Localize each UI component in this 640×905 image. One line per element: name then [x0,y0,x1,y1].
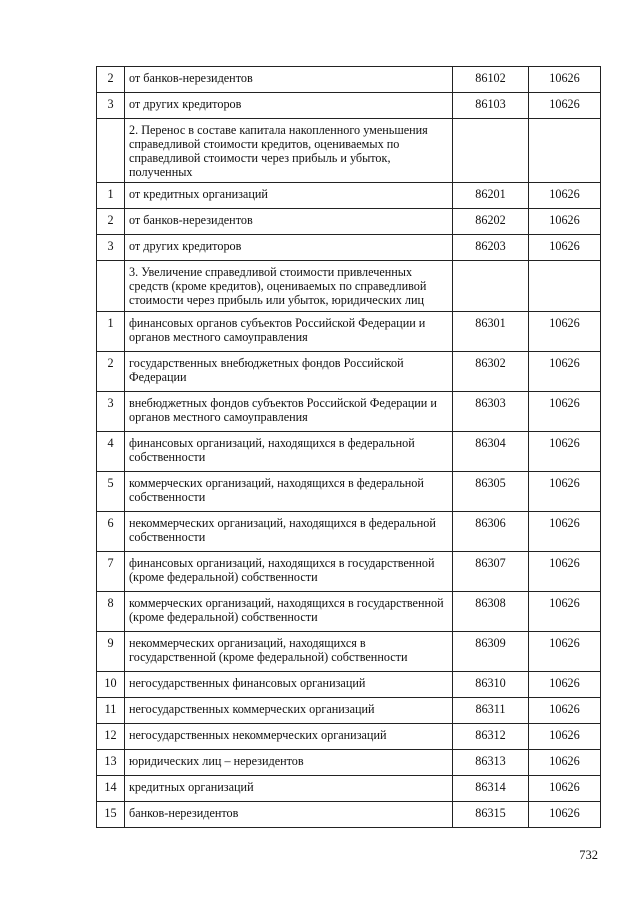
row-account-code: 86202 [453,209,529,235]
table-row [97,776,601,802]
row-number: 11 [97,698,125,724]
row-name: некоммерческих организаций, находящихся в государственной (кроме федеральной) собственности [125,632,453,672]
row-name: коммерческих организаций, находящихся в федеральной собственности [125,472,453,512]
table-row [97,592,601,632]
table-row [97,67,601,93]
row-account-code: 86307 [453,552,529,592]
row-symbol-code: 10626 [529,432,601,472]
row-account-code [453,119,529,183]
accounts-table [96,66,601,828]
table-row [97,209,601,235]
row-account-code: 86314 [453,776,529,802]
row-symbol-code: 10626 [529,67,601,93]
row-number: 4 [97,432,125,472]
row-account-code: 86103 [453,93,529,119]
table-row [97,93,601,119]
row-name: негосударственных финансовых организаций [125,672,453,698]
row-account-code: 86315 [453,802,529,828]
row-symbol-code: 10626 [529,776,601,802]
table-row [97,698,601,724]
row-account-code: 86310 [453,672,529,698]
row-symbol-code: 10626 [529,209,601,235]
row-number: 7 [97,552,125,592]
table-row [97,312,601,352]
row-number: 2 [97,209,125,235]
section-title: 2. Перенос в составе капитала накопленного уменьшения справедливой стоимости кредитов, оцениваемых по справедливой стоимости через прибыль и убыток, полученных [125,119,453,183]
row-symbol-code: 10626 [529,93,601,119]
row-number: 15 [97,802,125,828]
row-account-code: 86303 [453,392,529,432]
row-name: банков-нерезидентов [125,802,453,828]
row-name: внебюджетных фондов субъектов Российской Федерации и органов местного самоуправления [125,392,453,432]
row-symbol-code [529,261,601,312]
row-symbol-code [529,119,601,183]
row-account-code: 86301 [453,312,529,352]
row-account-code: 86308 [453,592,529,632]
row-account-code: 86309 [453,632,529,672]
row-account-code: 86201 [453,183,529,209]
row-symbol-code: 10626 [529,312,601,352]
row-name: от банков-нерезидентов [125,209,453,235]
row-name: юридических лиц – нерезидентов [125,750,453,776]
row-account-code: 86306 [453,512,529,552]
row-account-code: 86102 [453,67,529,93]
row-name: негосударственных коммерческих организаций [125,698,453,724]
table-row [97,183,601,209]
row-number: 8 [97,592,125,632]
row-number: 5 [97,472,125,512]
row-name: государственных внебюджетных фондов Российской Федерации [125,352,453,392]
row-symbol-code: 10626 [529,724,601,750]
row-name: негосударственных некоммерческих организаций [125,724,453,750]
row-symbol-code: 10626 [529,698,601,724]
row-name: некоммерческих организаций, находящихся в федеральной собственности [125,512,453,552]
row-name: финансовых организаций, находящихся в государственной (кроме федеральной) собственности [125,552,453,592]
table-row [97,552,601,592]
row-symbol-code: 10626 [529,750,601,776]
row-name: финансовых органов субъектов Российской Федерации и органов местного самоуправления [125,312,453,352]
row-number [97,261,125,312]
row-number: 2 [97,67,125,93]
row-account-code: 86203 [453,235,529,261]
row-symbol-code: 10626 [529,552,601,592]
row-number: 6 [97,512,125,552]
row-name: финансовых организаций, находящихся в федеральной собственности [125,432,453,472]
table-row [97,392,601,432]
section-header-row [97,261,601,312]
table-row [97,632,601,672]
row-symbol-code: 10626 [529,802,601,828]
table-row [97,724,601,750]
row-symbol-code: 10626 [529,392,601,432]
row-number: 1 [97,183,125,209]
table-row [97,472,601,512]
table-row [97,512,601,552]
row-account-code: 86305 [453,472,529,512]
row-number: 9 [97,632,125,672]
row-number: 12 [97,724,125,750]
page-number: 732 [579,848,598,862]
row-symbol-code: 10626 [529,632,601,672]
row-symbol-code: 10626 [529,235,601,261]
row-symbol-code: 10626 [529,672,601,698]
table-row [97,750,601,776]
row-symbol-code: 10626 [529,512,601,552]
table-row [97,672,601,698]
table-row [97,235,601,261]
row-name: от других кредиторов [125,235,453,261]
row-name: коммерческих организаций, находящихся в государственной (кроме федеральной) собственности [125,592,453,632]
row-name: от кредитных организаций [125,183,453,209]
row-name: кредитных организаций [125,776,453,802]
row-number: 13 [97,750,125,776]
row-account-code [453,261,529,312]
row-symbol-code: 10626 [529,592,601,632]
row-account-code: 86312 [453,724,529,750]
row-number: 3 [97,392,125,432]
row-number: 10 [97,672,125,698]
row-symbol-code: 10626 [529,183,601,209]
row-number: 1 [97,312,125,352]
row-name: от банков-нерезидентов [125,67,453,93]
row-account-code: 86304 [453,432,529,472]
row-symbol-code: 10626 [529,472,601,512]
row-account-code: 86302 [453,352,529,392]
row-number: 2 [97,352,125,392]
row-number: 14 [97,776,125,802]
table-row [97,802,601,828]
section-title: 3. Увеличение справедливой стоимости привлеченных средств (кроме кредитов), оцениваемых по справедливой стоимости через прибыль или убыток, юридических лиц [125,261,453,312]
row-account-code: 86313 [453,750,529,776]
table-row [97,432,601,472]
row-number: 3 [97,93,125,119]
row-account-code: 86311 [453,698,529,724]
row-number [97,119,125,183]
row-name: от других кредиторов [125,93,453,119]
row-number: 3 [97,235,125,261]
row-symbol-code: 10626 [529,352,601,392]
table-row [97,352,601,392]
section-header-row [97,119,601,183]
